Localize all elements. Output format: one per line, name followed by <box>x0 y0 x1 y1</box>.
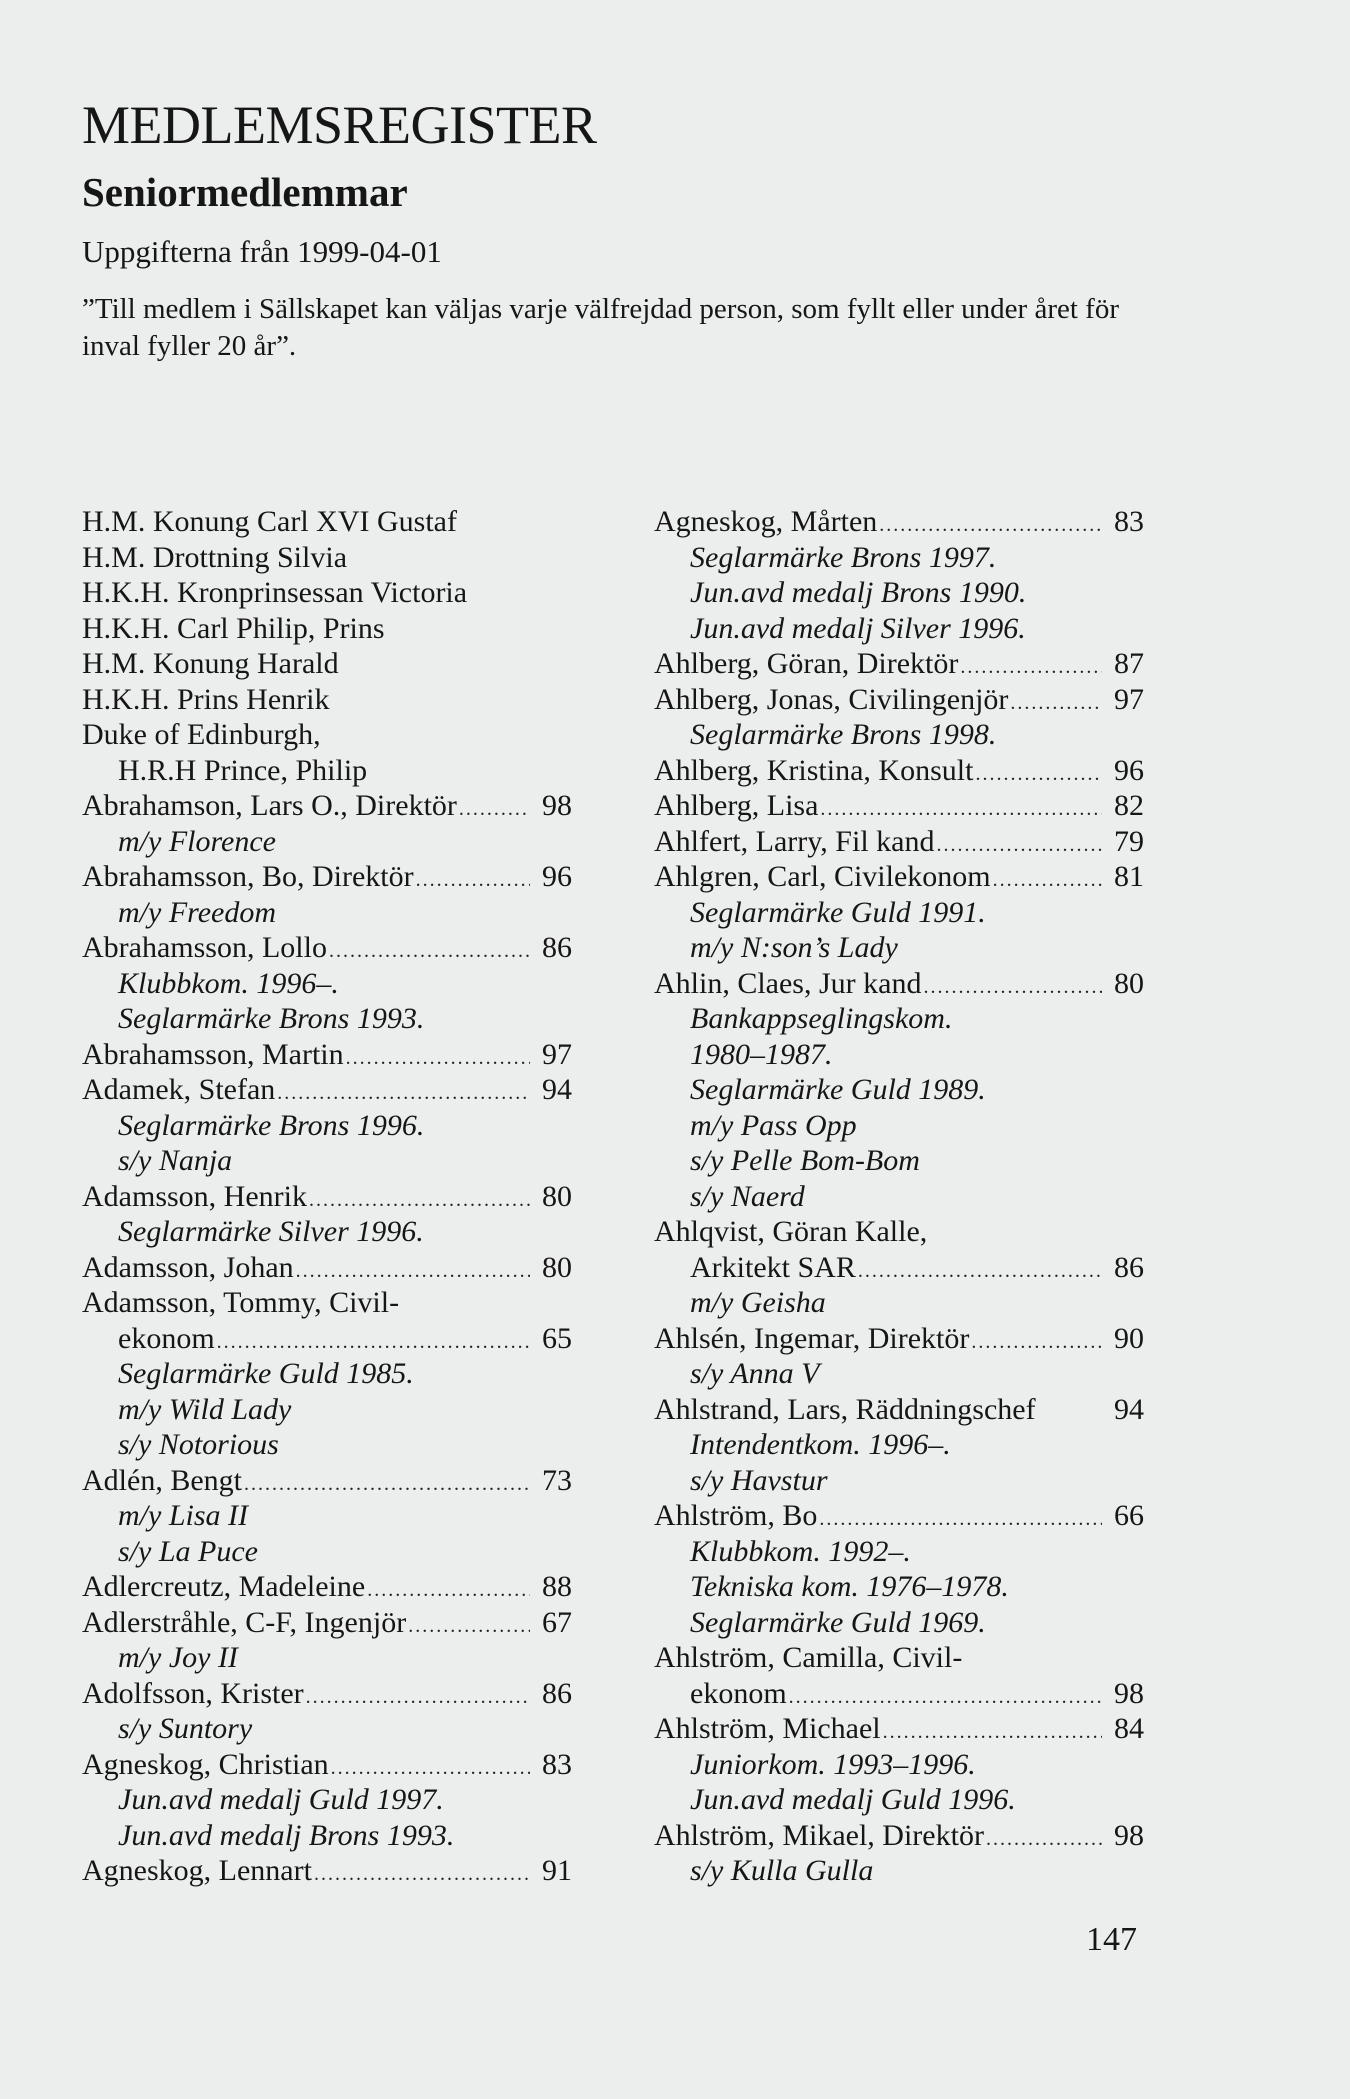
detail-text: Seglarmärke Guld 1989. <box>690 1073 986 1106</box>
page-reference: 80 <box>1114 966 1144 1000</box>
entry-detail-line <box>654 895 1144 931</box>
member-entry <box>82 1037 572 1073</box>
member-name: Ahlfert, Larry, Fil kand <box>654 824 935 858</box>
entry-detail-line <box>82 1818 572 1854</box>
entry-detail-line <box>82 1143 572 1179</box>
entry-detail-line <box>82 1108 572 1144</box>
page-reference: 86 <box>542 931 572 964</box>
member-entry <box>82 1250 572 1286</box>
member-entry <box>654 682 1144 718</box>
detail-text: Seglarmärke Guld 1991. <box>690 895 986 929</box>
dot-leader <box>883 1715 1102 1751</box>
member-entry <box>82 646 572 682</box>
member-name: Adlercreutz, Madeleine <box>82 1570 366 1603</box>
member-name: Abrahamsson, Bo, Direktör <box>82 860 414 893</box>
dot-leader <box>1010 686 1102 722</box>
member-entry <box>654 824 1144 860</box>
member-entry <box>82 1072 572 1108</box>
page-reference: 66 <box>1114 1499 1144 1532</box>
member-name: Adamsson, Johan <box>82 1250 294 1284</box>
detail-text: m/y Freedom <box>118 895 276 929</box>
dot-leader <box>858 1254 1102 1290</box>
dot-leader <box>879 508 1102 544</box>
member-entry <box>82 540 572 576</box>
member-name: H.M. Konung Harald <box>82 647 339 680</box>
entry-detail-line <box>654 611 1144 647</box>
entry-detail-line <box>82 1640 572 1676</box>
member-name: Adlén, Bengt <box>82 1463 242 1497</box>
member-entry <box>82 1853 572 1889</box>
member-name: H.M. Konung Carl XVI Gustaf <box>82 505 457 538</box>
member-name: Adamsson, Henrik <box>82 1179 307 1213</box>
dot-leader <box>329 934 530 970</box>
dot-leader <box>306 1680 530 1716</box>
entry-detail-line <box>82 1711 572 1747</box>
member-name: Agneskog, Christian <box>82 1747 329 1781</box>
dot-leader <box>277 1076 530 1112</box>
entry-detail-line <box>654 1143 1144 1179</box>
member-entry <box>654 504 1144 540</box>
detail-text: Intendentkom. 1996–. <box>690 1428 951 1461</box>
member-entry <box>82 1676 572 1712</box>
page-reference: 84 <box>1114 1712 1144 1745</box>
detail-text: s/y Notorious <box>118 1428 279 1461</box>
detail-text: m/y Lisa II <box>118 1499 248 1532</box>
entry-detail-line <box>82 1214 572 1250</box>
page-reference: 79 <box>1114 824 1144 858</box>
entry-detail-line <box>654 1356 1144 1392</box>
dot-leader <box>331 1751 530 1787</box>
page-reference: 86 <box>542 1676 572 1710</box>
membership-quote: ”Till medlem i Sällskapet kan väljas varje välfrejdad person, som fyllt eller under året för inval fyller 20 år”. <box>82 293 1119 362</box>
page-reference: 96 <box>1114 753 1144 787</box>
entry-detail-line <box>654 1001 1144 1037</box>
entry-detail-line <box>82 1534 572 1570</box>
date-line: Uppgifterna från 1999-04-01 <box>82 234 442 269</box>
member-entry <box>654 1498 1144 1534</box>
entry-detail-line <box>654 1037 1144 1073</box>
member-entry <box>654 859 1144 895</box>
detail-text: s/y Naerd <box>690 1179 805 1213</box>
entry-detail-line <box>654 1605 1144 1641</box>
dot-leader <box>986 1822 1102 1858</box>
entry-detail-line <box>82 1427 572 1463</box>
dot-leader <box>314 1857 530 1893</box>
detail-text: Seglarmärke Brons 1993. <box>118 1002 425 1035</box>
member-entry <box>654 1818 1144 1854</box>
member-name: ekonom <box>690 1676 787 1710</box>
detail-text: Seglarmärke Brons 1998. <box>690 718 997 751</box>
page-reference: 87 <box>1114 647 1144 680</box>
member-entry <box>654 646 1144 682</box>
dot-leader <box>346 1041 530 1077</box>
page-reference: 90 <box>1114 1321 1144 1355</box>
member-name: Ahlberg, Jonas, Civilingenjör <box>654 682 1009 716</box>
entry-detail-line <box>82 1001 572 1037</box>
member-name: Ahlqvist, Göran Kalle, <box>654 1215 928 1248</box>
detail-text: Jun.avd medalj Guld 1996. <box>690 1783 1016 1816</box>
dot-leader <box>296 1254 530 1290</box>
member-entry <box>82 575 572 611</box>
entry-detail-line <box>654 1179 1144 1215</box>
entry-detail-line <box>82 966 572 1002</box>
member-entry <box>82 1747 572 1783</box>
entry-detail-line <box>82 1356 572 1392</box>
entry-detail-line <box>82 824 572 860</box>
entry-detail-line <box>654 1853 1144 1889</box>
detail-text: m/y Geisha <box>690 1286 826 1319</box>
entry-detail-line <box>654 1285 1144 1321</box>
member-name: Arkitekt SAR <box>690 1250 856 1284</box>
detail-text: Jun.avd medalj Brons 1993. <box>118 1818 455 1852</box>
member-entry <box>654 1214 1144 1250</box>
page-reference: 73 <box>542 1463 572 1497</box>
page-reference: 97 <box>1114 682 1144 716</box>
detail-text: Klubbkom. 1992–. <box>690 1534 911 1568</box>
page-reference: 86 <box>1114 1250 1144 1284</box>
member-entry <box>82 682 572 718</box>
dot-leader <box>936 828 1102 864</box>
page-reference: 98 <box>1114 1676 1144 1710</box>
member-name: Abrahamsson, Lollo <box>82 931 327 964</box>
member-entry <box>654 1711 1144 1747</box>
detail-text: s/y Pelle Bom-Bom <box>690 1144 920 1177</box>
member-name: Agneskog, Lennart <box>82 1854 312 1887</box>
page-reference: 88 <box>542 1570 572 1603</box>
page-reference: 96 <box>542 860 572 893</box>
member-name: Ahlström, Mikael, Direktör <box>654 1818 984 1852</box>
entry-detail-line <box>82 895 572 931</box>
detail-text: Seglarmärke Brons 1996. <box>118 1108 425 1142</box>
detail-text: s/y Nanja <box>118 1144 233 1177</box>
dot-leader <box>975 757 1102 793</box>
page-reference: 82 <box>1114 789 1144 822</box>
page-reference: 98 <box>542 789 572 822</box>
page-reference: 97 <box>542 1037 572 1071</box>
detail-text: s/y La Puce <box>118 1534 258 1568</box>
member-entry <box>654 966 1144 1002</box>
member-entry <box>82 1285 572 1321</box>
member-entry <box>82 1463 572 1499</box>
page-title: MEDLEMSREGISTER <box>82 95 597 155</box>
member-name: Duke of Edinburgh, <box>82 718 321 751</box>
page-reference: 83 <box>1114 505 1144 538</box>
member-name: Ahlberg, Göran, Direktör <box>654 647 959 680</box>
dot-leader <box>789 1680 1102 1716</box>
detail-text: Jun.avd medalj Silver 1996. <box>690 611 1026 645</box>
member-entry <box>654 788 1144 824</box>
member-name: Ahlsén, Ingemar, Direktör <box>654 1321 970 1355</box>
member-name: Agneskog, Mårten <box>654 505 878 538</box>
detail-text: m/y Joy II <box>118 1641 238 1674</box>
member-entry <box>82 1179 572 1215</box>
page-reference: 94 <box>542 1073 572 1106</box>
right-column <box>654 504 1144 1889</box>
detail-text: m/y N:son’s Lady <box>690 931 898 964</box>
member-entry <box>654 1392 1144 1428</box>
member-name: Adolfsson, Krister <box>82 1676 304 1710</box>
member-entry <box>82 611 572 647</box>
page-number: 147 <box>1086 1921 1137 1958</box>
member-name: Abrahamson, Lars O., Direktör <box>82 789 457 822</box>
detail-text: Seglarmärke Guld 1985. <box>118 1357 414 1390</box>
member-entry <box>654 1640 1144 1676</box>
page-reference: 65 <box>542 1321 572 1355</box>
detail-text: Seglarmärke Silver 1996. <box>118 1215 424 1248</box>
detail-text: Jun.avd medalj Guld 1997. <box>118 1783 444 1816</box>
entry-detail-line <box>654 930 1144 966</box>
member-name: H.K.H. Prins Henrik <box>82 682 330 716</box>
entry-detail-line <box>82 1498 572 1534</box>
dot-leader <box>923 970 1102 1006</box>
page-reference: 98 <box>1114 1818 1144 1852</box>
member-entry <box>654 1250 1144 1286</box>
detail-text: Tekniska kom. 1976–1978. <box>690 1570 1009 1603</box>
member-entry <box>654 753 1144 789</box>
dot-leader <box>309 1183 530 1219</box>
dot-leader <box>217 1325 530 1361</box>
member-entry <box>82 930 572 966</box>
member-name: H.K.H. Kronprinsessan Victoria <box>82 576 468 609</box>
dot-leader <box>993 863 1102 899</box>
member-name: Abrahamsson, Martin <box>82 1037 344 1071</box>
left-column <box>82 504 572 1889</box>
page-reference: 81 <box>1114 860 1144 893</box>
member-entry <box>82 1605 572 1641</box>
member-name: Ahlberg, Kristina, Konsult <box>654 753 974 787</box>
dot-leader <box>244 1467 530 1503</box>
member-entry <box>654 1676 1144 1712</box>
entry-detail-line <box>654 1108 1144 1144</box>
page-reference: 67 <box>542 1605 572 1639</box>
detail-text: m/y Pass Opp <box>690 1108 857 1142</box>
dot-leader <box>408 1609 530 1645</box>
detail-text: Juniorkom. 1993–1996. <box>690 1747 976 1781</box>
member-entry <box>82 1569 572 1605</box>
detail-text: 1980–1987. <box>690 1037 833 1071</box>
page-reference: 83 <box>542 1747 572 1781</box>
member-name: H.R.H Prince, Philip <box>118 753 368 787</box>
entry-detail-line <box>654 1463 1144 1499</box>
dot-leader <box>960 650 1102 686</box>
member-name: Ahlin, Claes, Jur kand <box>654 966 922 1000</box>
entry-detail-line <box>654 575 1144 611</box>
entry-detail-line <box>654 1747 1144 1783</box>
entry-detail-line <box>654 1782 1144 1818</box>
page-reference: 80 <box>542 1179 572 1213</box>
member-name: Adlerstråhle, C-F, Ingenjör <box>82 1605 407 1639</box>
entry-detail-line <box>82 1392 572 1428</box>
member-entry <box>654 1321 1144 1357</box>
detail-text: s/y Havstur <box>690 1463 828 1497</box>
detail-text: Jun.avd medalj Brons 1990. <box>690 576 1027 609</box>
detail-text: m/y Florence <box>118 824 276 858</box>
member-name: Ahlstrand, Lars, Räddningschef <box>654 1392 1036 1426</box>
dot-leader <box>416 863 530 899</box>
detail-text: m/y Wild Lady <box>118 1392 292 1426</box>
dot-leader <box>459 792 530 828</box>
member-entry <box>82 788 572 824</box>
member-entry <box>82 859 572 895</box>
detail-text: Seglarmärke Guld 1969. <box>690 1605 986 1639</box>
entry-detail-line <box>654 1427 1144 1463</box>
page-reference: 94 <box>1114 1392 1144 1426</box>
detail-text: s/y Suntory <box>118 1712 253 1745</box>
member-name: Adamek, Stefan <box>82 1073 276 1106</box>
member-name: Ahlström, Bo <box>654 1499 818 1532</box>
member-name: H.K.H. Carl Philip, Prins <box>82 611 385 645</box>
member-name: Ahlgren, Carl, Civilekonom <box>654 860 991 893</box>
entry-detail-line <box>654 1569 1144 1605</box>
dot-leader <box>367 1573 530 1609</box>
detail-text: Klubbkom. 1996–. <box>118 966 339 1000</box>
detail-text: Bankappseglingskom. <box>690 1002 953 1035</box>
page-reference: 80 <box>542 1250 572 1284</box>
member-entry <box>82 753 572 789</box>
dot-leader <box>820 792 1102 828</box>
member-entry <box>82 717 572 753</box>
entry-detail-line <box>654 1534 1144 1570</box>
dot-leader <box>971 1325 1102 1361</box>
member-name: H.M. Drottning Silvia <box>82 540 348 574</box>
entry-detail-line <box>82 1782 572 1818</box>
member-name: ekonom <box>118 1321 215 1355</box>
entry-detail-line <box>654 717 1144 753</box>
detail-text: s/y Kulla Gulla <box>690 1854 874 1887</box>
page-subtitle: Seniormedlemmar <box>82 169 408 215</box>
member-entry <box>82 504 572 540</box>
member-entry <box>82 1321 572 1357</box>
member-name: Ahlberg, Lisa <box>654 789 819 822</box>
dot-leader <box>819 1502 1102 1538</box>
member-name: Ahlström, Michael <box>654 1712 881 1745</box>
member-name: Adamsson, Tommy, Civil- <box>82 1286 400 1319</box>
entry-detail-line <box>654 1072 1144 1108</box>
detail-text: s/y Anna V <box>690 1357 820 1390</box>
page-reference: 91 <box>542 1854 572 1887</box>
detail-text: Seglarmärke Brons 1997. <box>690 540 997 574</box>
member-name: Ahlström, Camilla, Civil- <box>654 1641 963 1674</box>
entry-detail-line <box>654 540 1144 576</box>
